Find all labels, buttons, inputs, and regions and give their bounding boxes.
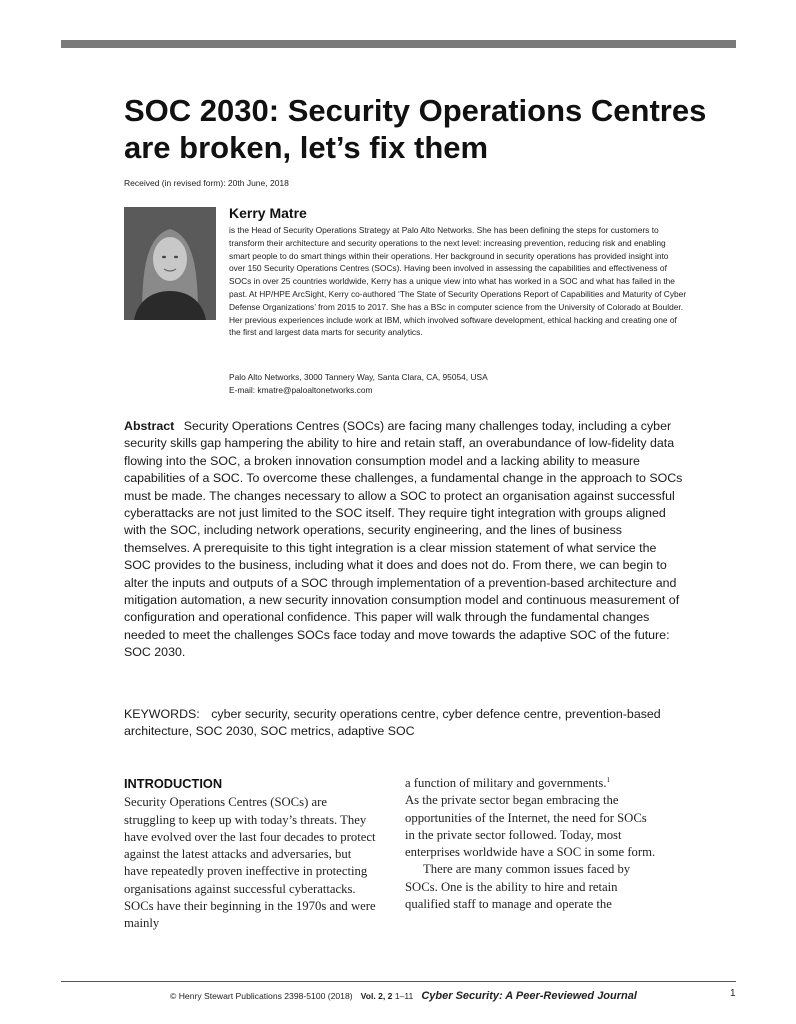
footer <box>170 990 637 1002</box>
intro-paragraph-1-continued <box>405 775 657 861</box>
footer-volume: Vol. 2, 2 <box>360 991 393 1001</box>
body-column-right <box>405 775 657 913</box>
author-bio: is the Head of Security Operations Strategy at Palo Alto Networks. She has been defining the steps for customers to transform their architecture and security operations to the next level: increasing prevention, reducing risk and enabling smart people to do smart things within their operations. Her background in security operations has provided insight into over 150 Security Operations Centres (SOCs). Having been involved in assessing the capabilities and effectiveness of SOCs in over 25 countries worldwide, Kerry has a unique view into what has worked in a SOC and what has failed in the past. At HP/HPE ArcSight, Kerry co-authored ‘The State of Security Operations Report of Capabilities and Maturity of Cyber Defense Organizations’ from 2015 to 2017. She has a BSc in computer science from the University of Colorado at Boulder. Her previous experiences include work at IBM, which involved software development, ethical hacking and creating one of the first and largest data marts for security analytics. <box>229 225 687 338</box>
section-heading-introduction: INTRODUCTION <box>124 776 223 791</box>
author-photo <box>124 207 216 320</box>
footer-publisher: © Henry Stewart Publications 2398-5100 (2018) <box>170 991 353 1001</box>
footer-journal: Cyber Security: A Peer-Reviewed Journal <box>421 990 637 1002</box>
article-title: SOC 2030: Security Operations Centres are broken, let’s fix them <box>124 93 707 165</box>
intro-paragraph-1-end: a function of military and governments. <box>405 776 607 790</box>
author-affiliation <box>229 371 488 397</box>
author-name: Kerry Matre <box>229 205 307 221</box>
abstract-label: Abstract <box>124 419 175 433</box>
intro-paragraph-2: As the private sector began embracing the opportunities of the Internet, the need for SOCs in the private sector followed. Today, most enterprises worldwide have a SOC in some form. <box>405 793 656 860</box>
abstract-text: Security Operations Centres (SOCs) are facing many challenges today, including a cyber security skills gap hampering the ability to hire and retain staff, an overabundance of low-fidelity data flowing into the SOC, a broken innovation consumption model and a lacking ability to measure capabilities of a SOC. To overcome these challenges, a fundamental change in the approach to SOCs must be made. The changes necessary to allow a SOC to protect an organisation against successful cyberattacks are not just limited to the SOC itself. They require tight integration with groups aligned with the SOC, including network operations, security engineering, and the lines of business themselves. A prerequisite to this tight integration is a clear mission statement of what service the SOC provides to the business, including what it does and does not do. From there, we can begin to alter the inputs and outputs of a SOC through implementation of a prevention-based architecture and mitigation automation, a new security innovation consumption model and continuous measurement of configuration and operational confidence. This paper will walk through the fundamental changes needed to meet the challenges SOCs face today and move towards the adaptive SOC of the future: SOC 2030. <box>124 419 683 660</box>
keywords <box>124 706 684 741</box>
intro-paragraph-3: There are many common issues faced by SOCs. One is the ability to hire and retain qualified staff to manage and operate the <box>405 862 631 912</box>
top-decorative-bar <box>61 40 736 48</box>
received-date: Received (in revised form): 20th June, 2018 <box>124 178 289 188</box>
keywords-label: KEYWORDS: <box>124 707 200 721</box>
intro-paragraph-1: Security Operations Centres (SOCs) are struggling to keep up with today’s threats. They have evolved over the last four decades to protect against the latest attacks and adversaries, but have repeatedly proven ineffective in protecting organisations against successful cyberattacks. SOCs have their beginning in the 1970s and were mainly <box>124 795 376 931</box>
abstract <box>124 418 686 662</box>
page-number: 1 <box>730 988 736 999</box>
author-email: E-mail: kmatre@paloaltonetworks.com <box>229 384 373 395</box>
footer-pages: 1–11 <box>394 991 414 1001</box>
keywords-text: cyber security, security operations centre, cyber defence centre, prevention-based architecture, SOC 2030, SOC metrics, adaptive SOC <box>124 707 661 739</box>
footer-rule <box>61 981 736 982</box>
body-column-left <box>124 775 376 933</box>
author-address: Palo Alto Networks, 3000 Tannery Way, Santa Clara, CA, 95054, USA <box>229 372 488 382</box>
reference-marker: 1 <box>606 775 611 784</box>
